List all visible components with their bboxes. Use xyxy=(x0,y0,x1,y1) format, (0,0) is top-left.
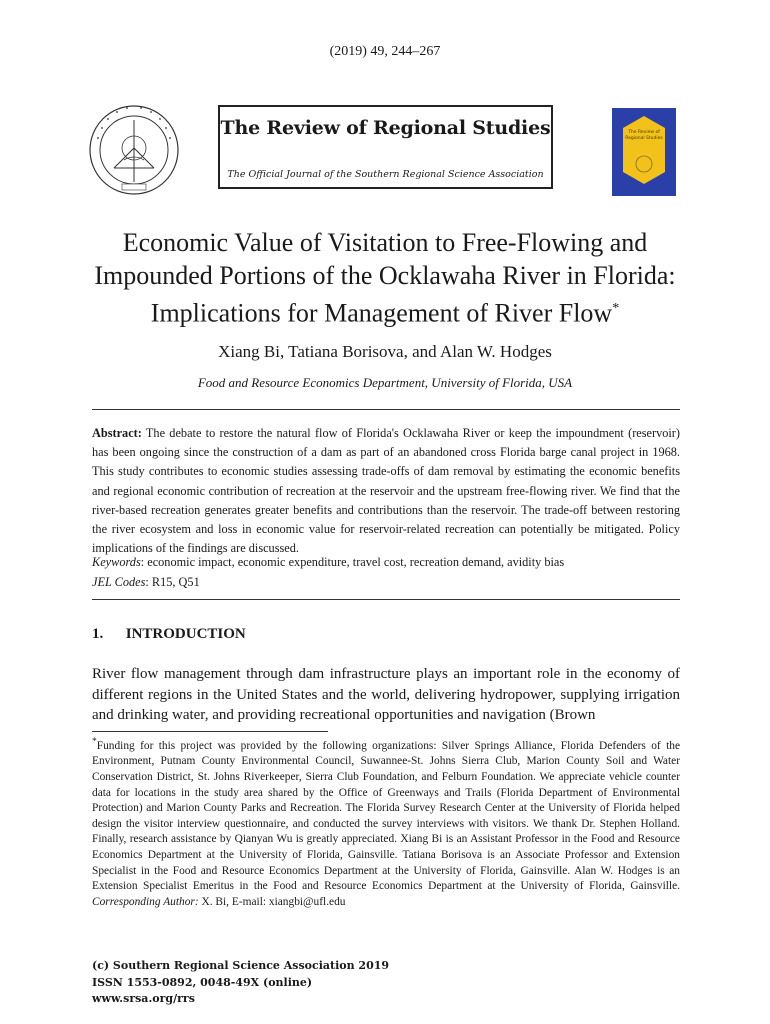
footnote-divider xyxy=(92,731,328,732)
cover-label: The Review of Regional Studies xyxy=(625,130,663,141)
issn-line: ISSN 1553-0892, 0048-49X (online) xyxy=(92,975,313,989)
journal-cover-image xyxy=(612,108,676,196)
divider xyxy=(92,599,680,600)
colophon xyxy=(92,958,389,1008)
paper-title xyxy=(60,226,710,330)
journal-url[interactable]: www.srsa.org/rrs xyxy=(92,992,195,1005)
corresponding-author: X. Bi, E-mail: xiangbi@ufl.edu xyxy=(201,895,346,908)
abstract-label: Abstract: xyxy=(92,426,142,440)
title-line: Economic Value of Visitation to Free-Flowing and xyxy=(122,228,648,257)
title-line: Implications for Management of River Flow* xyxy=(150,298,620,328)
jel-codes: JEL Codes: R15, Q51 xyxy=(92,575,200,589)
journal-tagline: The Official Journal of the Southern Regional Science Association xyxy=(227,169,544,180)
footnote xyxy=(92,735,680,910)
keywords: Keywords: economic impact, economic expenditure, travel cost, recreation demand, avidity bias xyxy=(92,555,565,569)
section-heading xyxy=(92,626,246,643)
abstract-text: The debate to restore the natural flow of Florida's Ocklawaha River or keep the impoundment (reservoir) has been ongoing since the construction of a dam as part of an abandoned cross Florida barge canal project in 1968. This study contributes to economic studies assessing trade-offs of dam removal by estimating the economic benefits and regional economic contribution of recreation at the reservoir and the upstream free-flowing river. We find that the river-based recreation generates greater benefits and contributions than the reservoir. The trade-off between restoring the river ecosystem and loss in economic value for reservoir-related recreation can potentially be mitigated. Policy implications of the findings are discussed. xyxy=(92,426,680,556)
section-title: INTRODUCTION xyxy=(125,626,246,642)
divider xyxy=(92,409,680,410)
affiliation: Food and Resource Economics Department, University of Florida, USA xyxy=(197,375,573,390)
corresponding-author-label: Corresponding Author: xyxy=(92,895,199,908)
hexagon-icon xyxy=(621,114,667,186)
author-list: Xiang Bi, Tatiana Borisova, and Alan W. Hodges xyxy=(218,342,552,361)
citation-header: (2019) 49, 244–267 xyxy=(329,44,441,59)
journal-name: The Review of Regional Studies xyxy=(220,117,551,139)
title-footnote-mark: * xyxy=(612,301,620,316)
footnote-text: Funding for this project was provided by the following organizations: Silver Springs Alliance, Florida Defenders of the Environment, Putnam County Environmental Council, Suwannee-St. Johns Sierra Club, Marion County Soil and Water Conservation District, St. Johns Riverkeeper, Sierra Club Foundation, and Felburn Foundation. We appreciate vehicle counter data for locations in the study area shared by the Office of Greenways and Trails (Florida Department of Environmental Protection) and Marion County Parks and Recreation. The Florida Survey Research Center at the University of Florida helped design the visitor interview questionnaire, and conducted the survey interviews with visitors. We thank Dr. Stephen Holland. Finally, research assistance by Qianyan Wu is greatly appreciated. Xiang Bi is an Assistant Professor in the Food and Resource Economics Department at the University of Florida, Gainsville. Tatiana Borisova is an Associate Professor and Extension Specialist in the Food and Resource Economics Department at the University of Florida, Gainsville. Alan W. Hodges is an Extension Specialist Emeritus in the Food and Resource Economics Department at the University of Florida, Gainsville. xyxy=(92,739,680,893)
footnote-mark: * xyxy=(92,737,97,747)
srsa-seal-logo xyxy=(88,104,180,196)
abstract xyxy=(92,424,680,558)
title-line: Impounded Portions of the Ocklawaha River in Florida: xyxy=(94,261,676,290)
journal-banner xyxy=(218,105,553,189)
copyright-line: (c) Southern Regional Science Association 2019 xyxy=(92,959,390,972)
section-number: 1. xyxy=(92,626,104,642)
body-paragraph: River flow management through dam infrastructure plays an important role in the economy of different regions in the United States and the world, delivering hydropower, supplying irrigation and drinking water, and providing recreational opportunities and navigation (Brown xyxy=(92,666,680,723)
